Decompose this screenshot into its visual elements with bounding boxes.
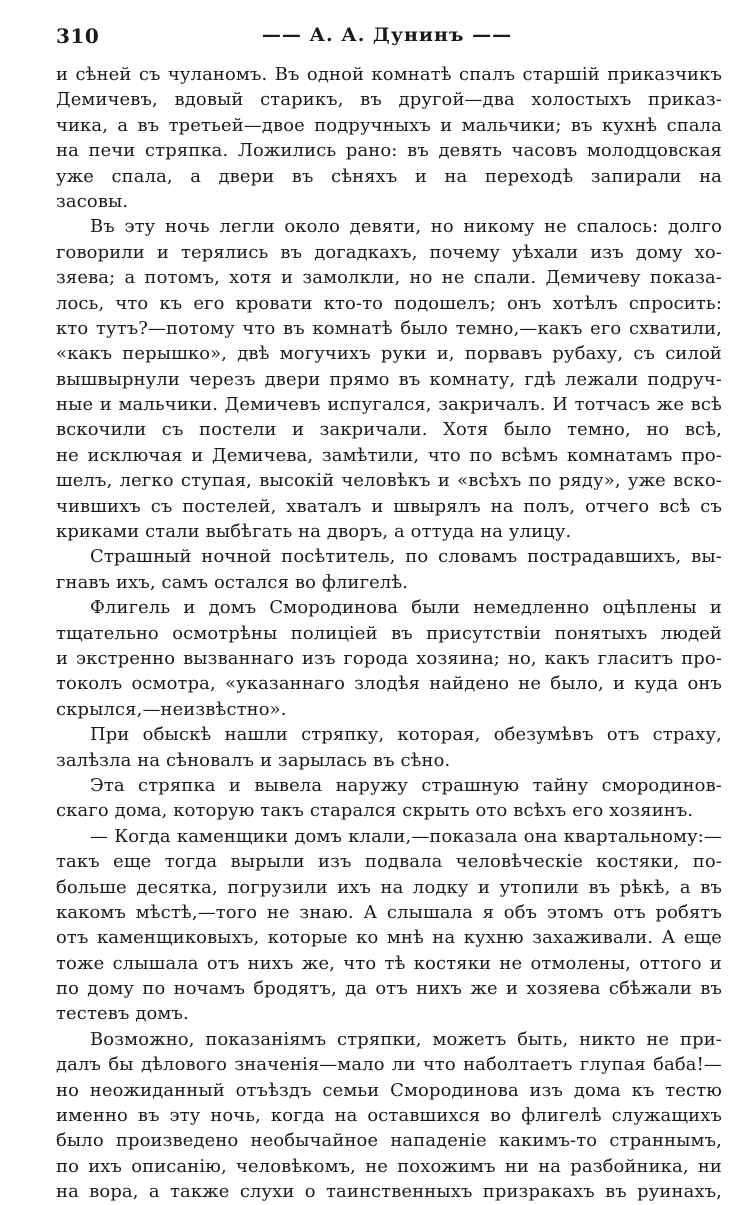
page-number: 310 (56, 24, 100, 48)
text-line: «какъ перышко», двѣ могучихъ руки и, порвавъ рубаху, съ силой (56, 343, 722, 365)
text-line: криками стали выбѣгать на дворъ, а оттуда на улицу. (56, 521, 572, 543)
text-line: Страшный ночной посѣтитель, по словамъ пострадавшихъ, вы- (90, 546, 722, 568)
text-line: зяева; а потомъ, хотя и замолкли, но не спали. Демичеву показа- (56, 267, 722, 289)
text-line: по ихъ описанію, человѣкомъ, не похожимъ ни на разбойника, ни (56, 1155, 722, 1177)
text-line: чика, а въ третьей—двое подручныхъ и мальчики; въ кухнѣ спала (56, 114, 722, 136)
text-line: далъ бы дѣлового значенія—мало ли что наболтаетъ глупая баба!— (56, 1054, 722, 1076)
running-head: —— А. А. Дунинъ —— (261, 24, 513, 46)
text-line: вскочили съ постели и закричали. Хотя было темно, но всѣ, (56, 419, 722, 441)
text-line: по дому по ночамъ бродятъ, да отъ нихъ же и хозяева сбѣжали въ (56, 978, 722, 1000)
text-line: такъ еще тогда вырыли изъ подвала человѣческіе костяки, по- (56, 851, 722, 873)
text-line: кто тутъ?—потому что въ комнатѣ было темно,—какъ его схватили, (56, 317, 722, 339)
text-line: ные и мальчики. Демичевъ испугался, закричалъ. И тотчасъ же всѣ (56, 394, 722, 416)
text-line: уже спала, а двери въ сѣняхъ и на переходѣ запирали на (56, 165, 722, 187)
text-line: токолъ осмотра, «указаннаго злодѣя найдено не было, и куда онъ (56, 673, 722, 695)
text-line: скаго дома, которую такъ старался скрыть ото всѣхъ его хозяинъ. (56, 800, 694, 822)
text-line: но неожиданный отъѣздъ семьи Смородинова изъ дома къ тестю (56, 1079, 722, 1101)
text-line: гнавъ ихъ, самъ остался во флигелѣ. (56, 571, 409, 593)
text-line: не исключая и Демичева, замѣтили, что по всѣмъ комнатамъ про- (56, 444, 722, 466)
text-line: тоже слышала отъ нихъ же, что тѣ костяки не отмолены, оттого и (56, 952, 722, 974)
text-line: Флигель и домъ Смородинова были немедленно оцѣплены и (90, 597, 722, 619)
text-line: При обыскѣ нашли стряпку, которая, обезумѣвъ отъ страху, (90, 724, 722, 746)
text-line: вышвырнули черезъ двери прямо въ комнату, гдѣ лежали подруч- (56, 368, 722, 390)
text-line: Эта стряпка и вывела наружу страшную тайну смородинов- (90, 774, 722, 796)
text-line: Возможно, показаніямъ стряпки, можетъ быть, никто не при- (90, 1028, 722, 1050)
text-line: на вора, а также слухи о таинственныхъ призракахъ въ руинахъ, (56, 1181, 722, 1203)
text-line: тщательно осмотрѣны полиціей въ присутствіи понятыхъ людей (56, 622, 722, 644)
text-line: и экстренно вызваннаго изъ города хозяина; но, какъ гласитъ про- (56, 647, 722, 669)
text-line: тестевъ домъ. (56, 1003, 189, 1025)
text-line: было произведено необычайное нападеніе какимъ-то страннымъ, (56, 1130, 722, 1152)
text-line: шелъ, легко ступая, высокій человѣкъ и «всѣхъ по ряду», уже вско- (56, 470, 722, 492)
text-line: — Когда каменщики домъ клали,—показала она квартальному:— (90, 825, 722, 847)
text-line: именно въ эту ночь, когда на оставшихся во флигелѣ служащихъ (56, 1105, 722, 1127)
page-header (56, 24, 718, 50)
text-line: говорили и терялись въ догадкахъ, почему уѣхали изъ дому хо- (56, 241, 722, 263)
text-line: и сѣней съ чуланомъ. Въ одной комнатѣ спалъ старшій приказчикъ (56, 64, 722, 85)
text-line: скрылся,—неизвѣстно». (56, 698, 287, 720)
body-text (56, 62, 722, 1205)
text-line: залѣзла на сѣновалъ и зарылась въ сѣно. (56, 749, 451, 771)
text-line: лось, что къ его кровати кто-то подошелъ; онъ хотѣлъ спросить: (56, 292, 722, 314)
text-line: на печи стряпка. Ложились рано: въ девять часовъ молодцовская (56, 140, 722, 162)
text-line: Демичевъ, вдовый старикъ, въ другой—два холостыхъ приказ- (56, 89, 722, 111)
text-line: больше десятка, погрузили ихъ на лодку и утопили въ рѣкѣ, а въ (56, 876, 722, 898)
text-line: засовы. (56, 190, 129, 212)
text-line: какомъ мѣстѣ,—того не знаю. А слышала я объ этомъ отъ робятъ (56, 901, 722, 923)
text-line: чившихъ съ постелей, хваталъ и швырялъ на полъ, отчего всѣ съ (56, 495, 722, 517)
text-line: отъ каменщиковыхъ, которые ко мнѣ на кухню захаживали. А еще (56, 927, 722, 949)
text-line: Въ эту ночь легли около девяти, но никому не спалось: долго (90, 216, 722, 238)
